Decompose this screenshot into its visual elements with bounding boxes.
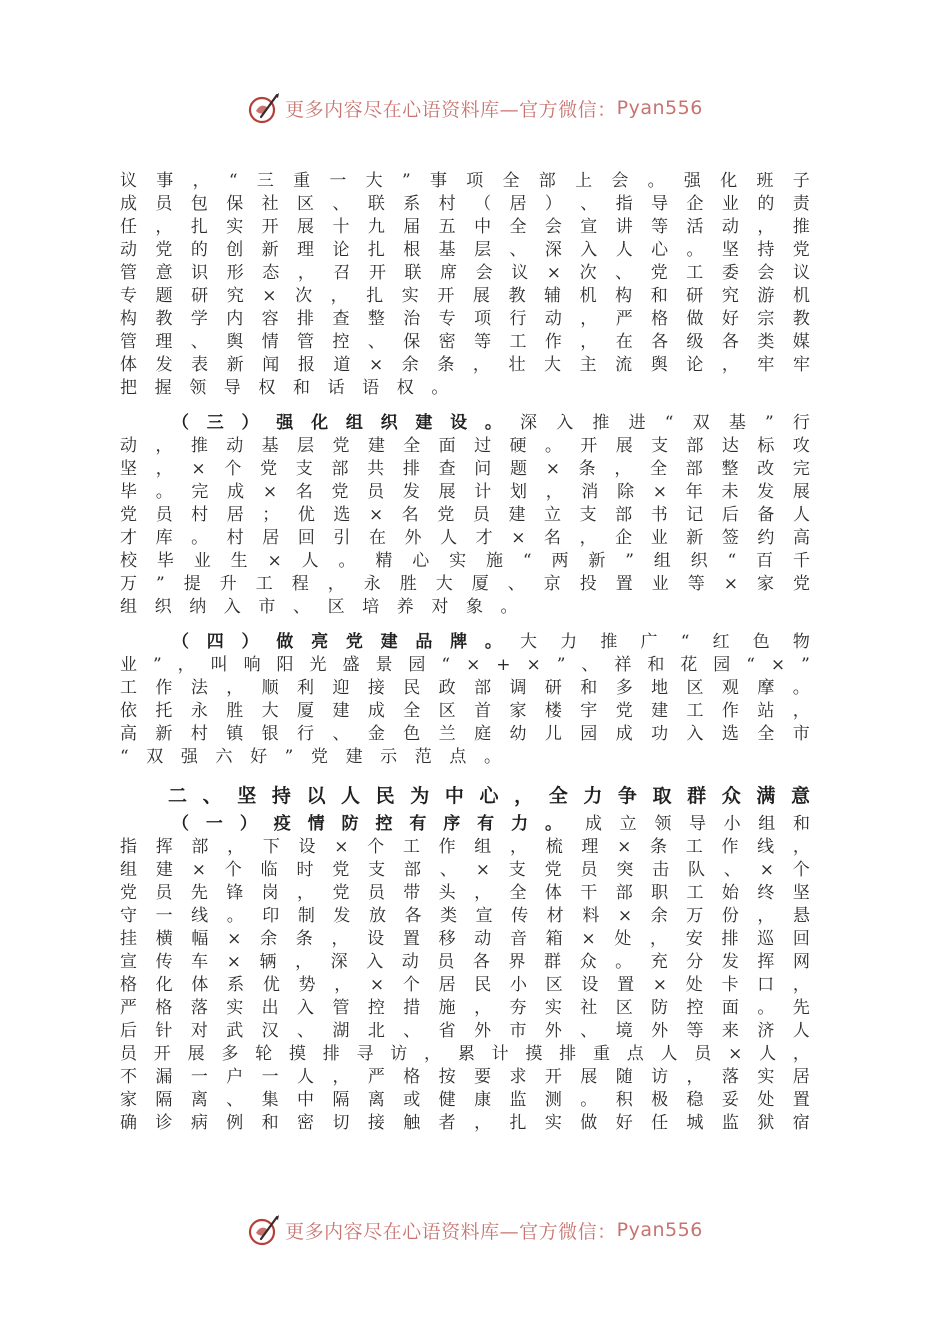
watermark-logo-icon [247, 1213, 281, 1247]
text-line: 指 挥 部 ， 下 设 × 个 工 作 组 ， 梳 理 × 条 工 作 线 ， [120, 837, 810, 857]
paragraph-epidemic-control [120, 813, 810, 1135]
text-line: 专 题 研 究 × 次 ， 扎 实 开 展 教 辅 机 构 和 研 究 游 机 [120, 286, 810, 306]
lead-continuation: 大 力 推 广 “ 红 色 物 [520, 632, 810, 652]
text-line: 严 格 落 实 出 入 管 控 措 施 ， 夯 实 社 区 防 控 面 。 先 [120, 998, 810, 1018]
footer-watermark [0, 1210, 950, 1250]
text-line: 管 理 、 舆 情 管 控 、 保 密 等 工 作 ， 在 各 级 各 类 媒 [120, 332, 810, 352]
paragraph-ideology [120, 170, 810, 400]
text-line: 万 ” 提 升 工 程 ， 永 胜 大 厦 、 京 投 置 业 等 × 家 党 [120, 574, 810, 594]
section-heading: 二 、 坚 持 以 人 民 为 中 心 ， 全 力 争 取 群 众 满 意 [168, 785, 810, 807]
watermark-wechat-id: Pyan556 [616, 1219, 703, 1241]
text-line: 成 员 包 保 社 区 、 联 系 村 （ 居 ） 、 指 导 企 业 的 责 [120, 194, 810, 214]
text-line: 格 化 体 系 优 势 ， × 个 居 民 小 区 设 置 × 处 卡 口 ， [120, 975, 810, 995]
text-line: 才 库 。 村 居 回 引 在 外 人 才 × 名 ， 企 业 新 签 约 高 [120, 528, 810, 548]
text-line: 宣 传 车 × 辆 ， 深 入 动 员 各 界 群 众 。 充 分 发 挥 网 [120, 952, 810, 972]
text-line: 管 意 识 形 态 ， 召 开 联 席 会 议 × 次 、 党 工 委 会 议 [120, 263, 810, 283]
text-line: 党 员 先 锋 岗 ， 党 员 带 头 ， 全 体 干 部 职 工 始 终 坚 [120, 883, 810, 903]
text-line: 构 教 学 内 容 排 查 整 治 专 项 行 动 ， 严 格 做 好 宗 教 [120, 309, 810, 329]
text-line: 后 针 对 武 汉 、 湖 北 、 省 外 市 外 、 境 外 等 来 济 人 [120, 1021, 810, 1041]
text-line: 体 发 表 新 闻 报 道 × 余 条 ， 壮 大 主 流 舆 论 ， 牢 牢 [120, 355, 810, 375]
text-line: 把 握 领 导 权 和 话 语 权 。 [120, 378, 449, 398]
paragraph-brand [120, 631, 810, 769]
text-line [120, 412, 810, 435]
text-line: 议 事 ， “ 三 重 一 大 ” 事 项 全 部 上 会 。 强 化 班 子 [120, 171, 810, 191]
lead-continuation: 成 立 领 导 小 组 和 [585, 814, 810, 834]
lead-continuation: 深 入 推 进 “ 双 基 ” 行 [520, 413, 810, 433]
text-line: 校 毕 业 生 × 人 。 精 心 实 施 “ 两 新 ” 组 织 “ 百 千 [120, 551, 810, 571]
paragraph-lead: （ 四 ） 做 亮 党 建 品 牌 。 [172, 632, 502, 652]
text-line: 不 漏 一 户 一 人 ， 严 格 按 要 求 开 展 随 访 ， 落 实 居 [120, 1067, 810, 1087]
text-line: 党 员 村 居 ； 优 选 × 名 党 员 建 立 支 部 书 记 后 备 人 [120, 505, 810, 525]
text-line [120, 813, 810, 836]
text-line: 任 ， 扎 实 开 展 十 九 届 五 中 全 会 宣 讲 等 活 动 ， 推 [120, 217, 810, 237]
text-line: 确 诊 病 例 和 密 切 接 触 者 ， 扎 实 做 好 任 城 监 狱 宿 [120, 1113, 810, 1133]
watermark-text: 更多内容尽在心语资料库—官方微信： [285, 98, 617, 121]
text-line: 业 ” ， 叫 响 阳 光 盛 景 园 “ × + × ” 、 祥 和 花 园 “ × ” [120, 655, 810, 675]
watermark-text: 更多内容尽在心语资料库—官方微信： [285, 1220, 617, 1243]
text-line: 员 开 展 多 轮 摸 排 寻 访 ， 累 计 摸 排 重 点 人 员 × 人 ， [120, 1044, 810, 1064]
paragraph-lead: （ 一 ） 疫 情 防 控 有 序 有 力 。 [172, 814, 562, 834]
paragraph-lead: （ 三 ） 强 化 组 织 建 设 。 [172, 413, 502, 433]
header-watermark [0, 88, 950, 128]
text-line: 动 党 的 创 新 理 论 扎 根 基 层 、 深 入 人 心 。 坚 持 党 [120, 240, 810, 260]
text-line: 守 一 线 。 印 制 发 放 各 类 宣 传 材 料 × 余 万 份 ， 悬 [120, 906, 810, 926]
paragraph-organization [120, 412, 810, 619]
watermark-wechat-id: Pyan556 [616, 97, 703, 119]
text-line: “ 双 强 六 好 ” 党 建 示 范 点 。 [120, 747, 501, 767]
watermark-logo-icon [247, 91, 281, 125]
text-line: 高 新 村 镇 银 行 、 金 色 兰 庭 幼 儿 园 成 功 入 选 全 市 [120, 724, 810, 744]
text-line: 工 作 法 ， 顺 利 迎 接 民 政 部 调 研 和 多 地 区 观 摩 。 [120, 678, 810, 698]
text-line [120, 631, 810, 654]
text-line: 挂 横 幅 × 余 条 ， 设 置 移 动 音 箱 × 处 ， 安 排 巡 回 [120, 929, 810, 949]
text-line: 坚 ， × 个 党 支 部 共 排 查 问 题 × 条 ， 全 部 整 改 完 [120, 459, 810, 479]
text-line: 组 织 纳 入 市 、 区 培 养 对 象 。 [120, 597, 518, 617]
text-line: 动 ， 推 动 基 层 党 建 全 面 过 硬 。 开 展 支 部 达 标 攻 [120, 436, 810, 456]
text-line: 组 建 × 个 临 时 党 支 部 、 × 支 党 员 突 击 队 、 × 个 [120, 860, 810, 880]
text-line: 家 隔 离 、 集 中 隔 离 或 健 康 监 测 。 积 极 稳 妥 处 置 [120, 1090, 810, 1110]
text-line: 依 托 永 胜 大 厦 建 成 全 区 首 家 楼 宇 党 建 工 作 站 ， [120, 701, 810, 721]
document-body [120, 170, 810, 1135]
text-line: 毕 。 完 成 × 名 党 员 发 展 计 划 ， 消 除 × 年 未 发 展 [120, 482, 810, 502]
